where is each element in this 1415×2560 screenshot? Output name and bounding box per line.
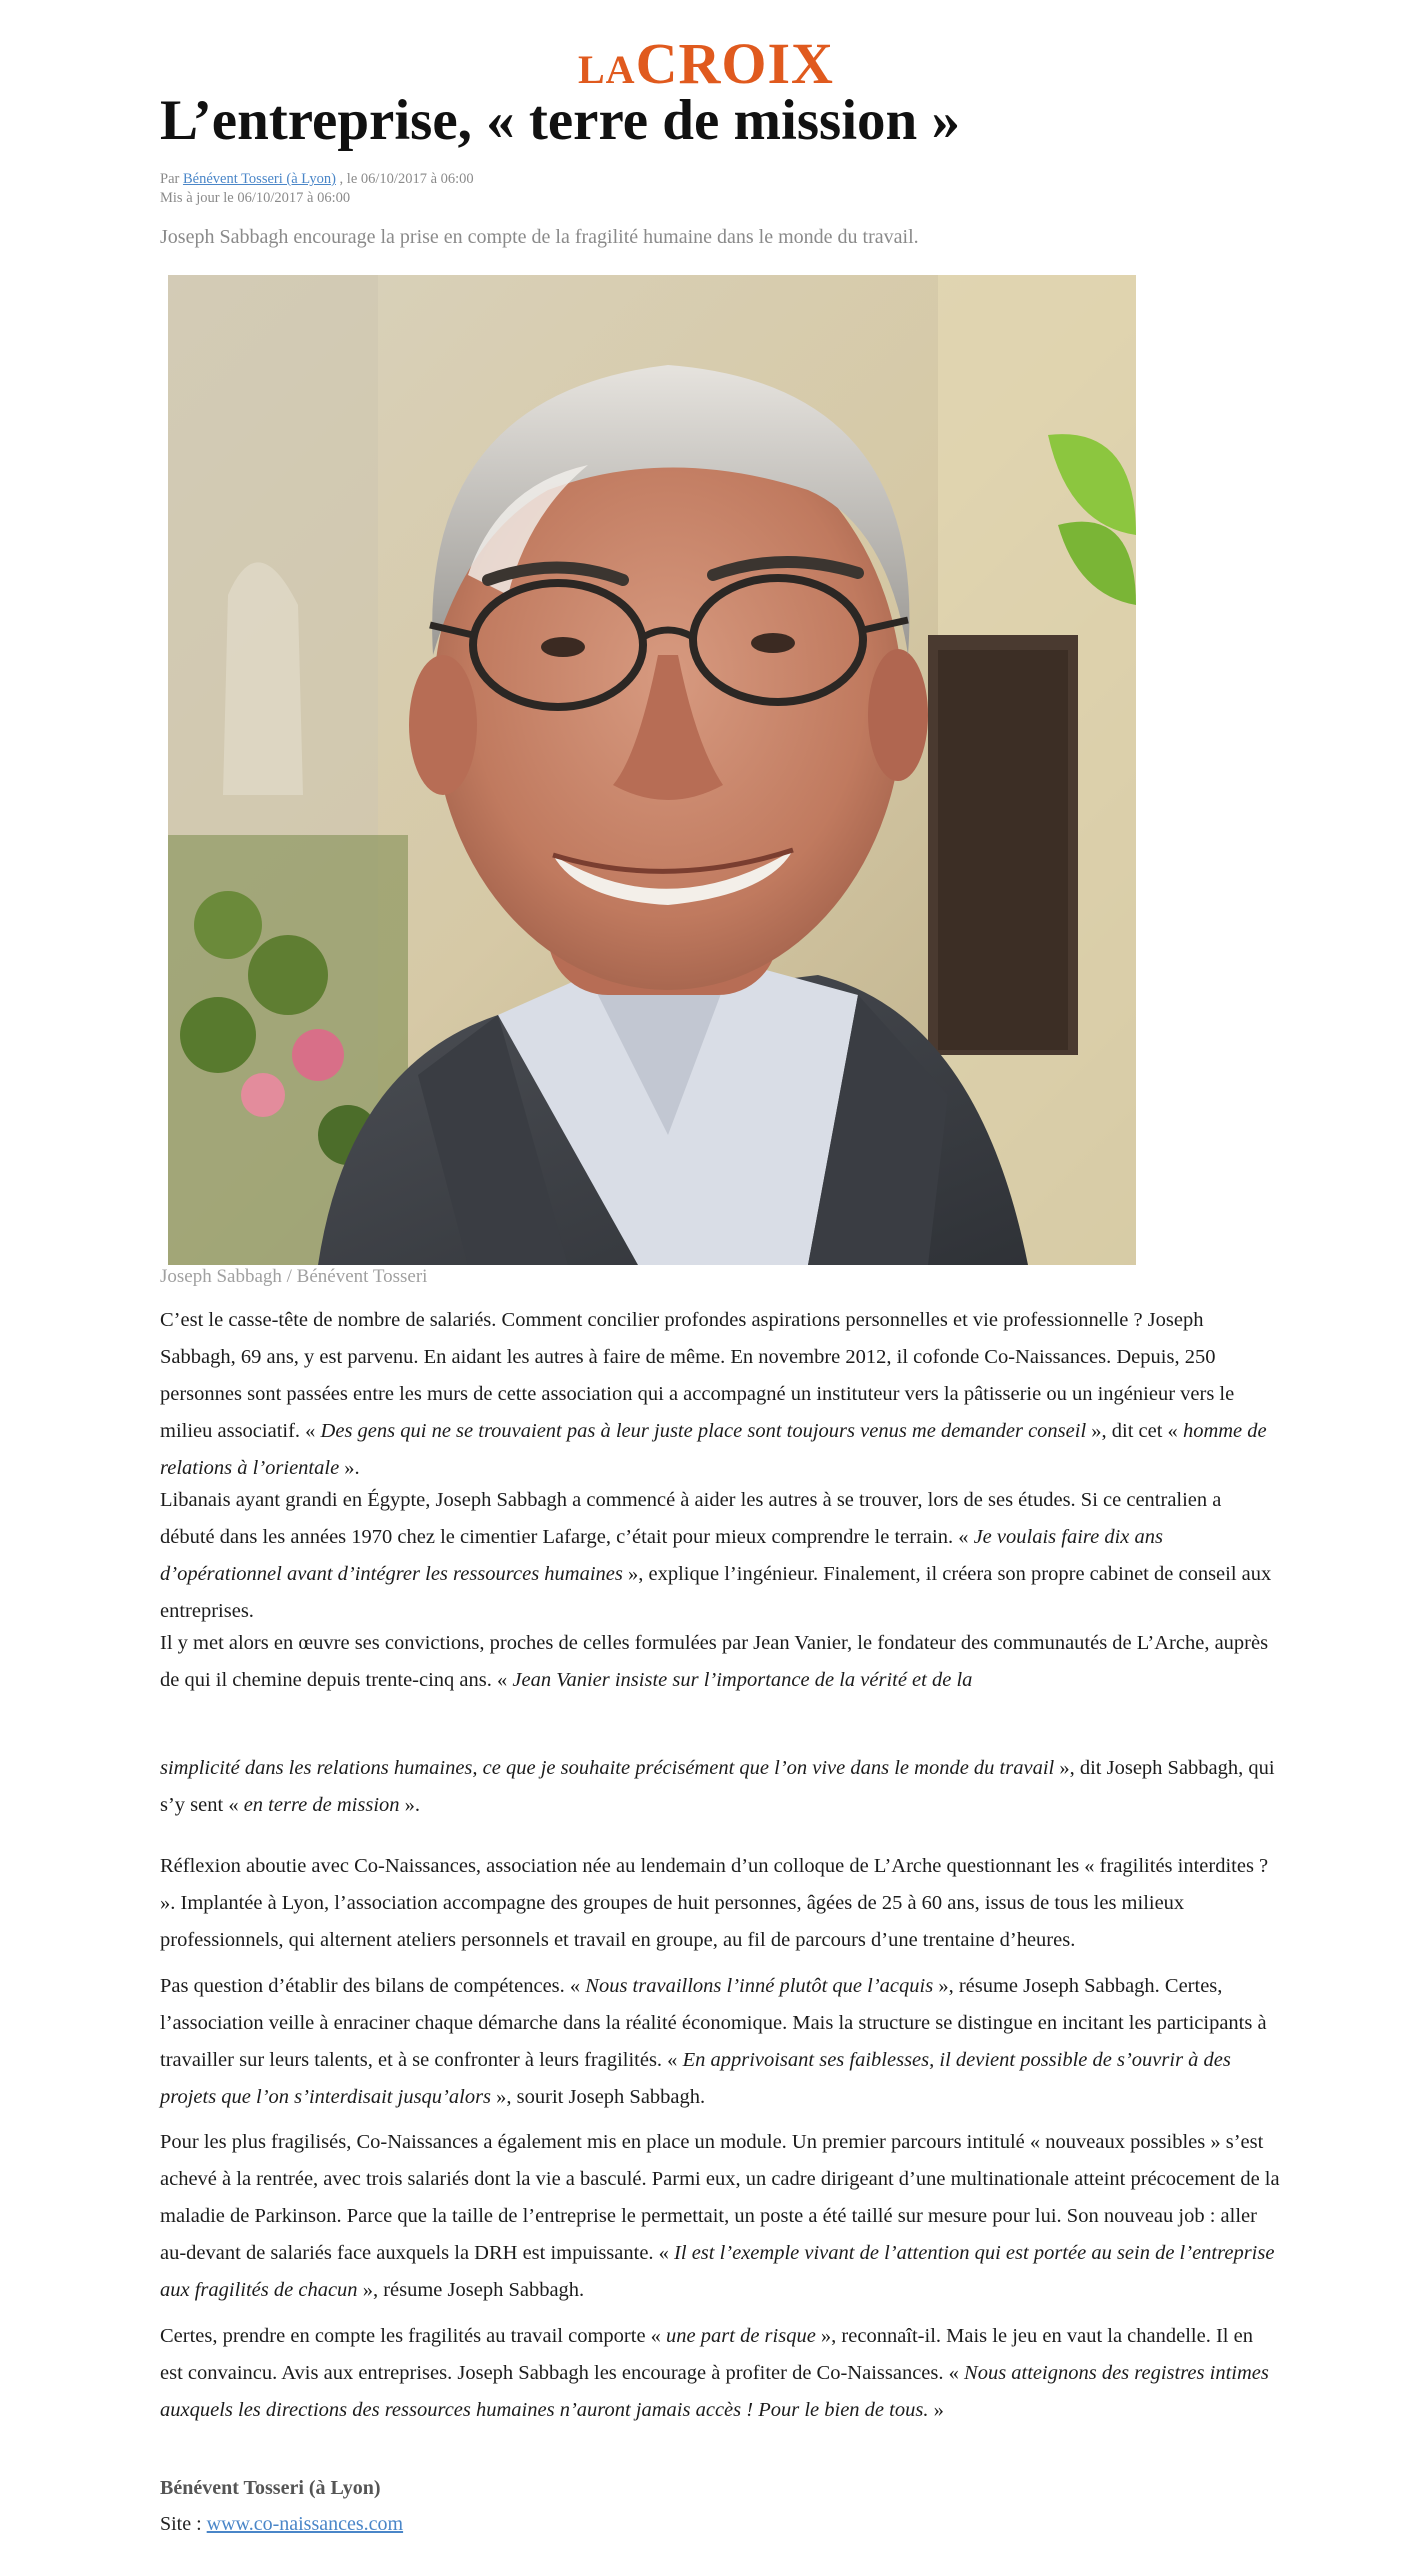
portrait-illustration [168, 275, 1136, 1265]
quote-segment: en terre de mission [243, 1794, 400, 1816]
quote-segment: Des gens qui ne se trouvaient pas à leur juste place sont toujours venus me demander conseil [320, 1420, 1087, 1442]
text-segment: », dit cet « [1086, 1420, 1183, 1442]
author-link[interactable]: Bénévent Tosseri (à Lyon) [182, 171, 336, 187]
quote-segment: Jean Vanier insiste sur l’importance de la vérité et de la [512, 1669, 973, 1691]
text-segment: », dit Joseph Sabbagh, qui s’y sent « [160, 1757, 1275, 1816]
text-segment: Certes, prendre en compte les fragilités au travail comporte « [160, 2325, 667, 2347]
text-segment: ». [399, 1794, 421, 1816]
text-segment: » [928, 2399, 944, 2421]
text-segment: Réflexion aboutie avec Co-Naissances, association née au lendemain d’un colloque de L’Arche questionnant les « fragilités interdites ? ». Implantée à Lyon, l’association accompagne des groupes de huit personnes, âgées de 25 à 60 ans, issus de tous les milieux professionnels, qui alternent ateliers personnels et travail en groupe, au fil de parcours d’une trentaine d’heures. [160, 1855, 1269, 1951]
paragraph-text [160, 2124, 1280, 2309]
article-photo [168, 275, 1136, 1265]
article-paragraph [160, 1848, 1280, 1959]
quote-segment: Je voulais faire dix ans d’opérationnel avant d’intégrer les ressources humaines [160, 1526, 1163, 1585]
paragraph-text [160, 1302, 1280, 1487]
article-paragraph [160, 1302, 1280, 1487]
site-link[interactable]: www.co-naissances.com [206, 2513, 404, 2535]
text-segment: », reconnaît-il. Mais le jeu en vaut la chandelle. Il en est convaincu. Avis aux entreprises. Joseph Sabbagh les encourage à profiter de Co-Naissances. « [160, 2325, 1253, 2384]
text-segment: ». [339, 1457, 360, 1479]
text-segment: Pas question d’établir des bilans de compétences. « [160, 1975, 586, 1997]
text-segment: », sourit Joseph Sabbagh. [491, 2086, 706, 2108]
text-segment: », résume Joseph Sabbagh. [357, 2279, 585, 2301]
text-segment: Il y met alors en œuvre ses convictions, proches de celles formulées par Jean Vanier, le fondateur des communautés de L’Arche, auprès de qui il chemine depuis trente-cinq ans. « [160, 1632, 1269, 1691]
photo-caption: Joseph Sabbagh / Bénévent Tosseri [160, 1266, 428, 1287]
paragraph-text [160, 1750, 1280, 1824]
article-paragraph [160, 1482, 1280, 1630]
logo-la: LA [578, 47, 636, 92]
text-segment: C’est le casse-tête de nombre de salariés. Comment concilier profondes aspirations personnelles et vie professionnelle ? Joseph Sabbagh, 69 ans, y est parvenu. En aidant les autres à faire de même. En novembre 2012, il cofonde Co-Naissances. Depuis, 250 personnes sont passées entre les murs de cette association qui a accompagné un instituteur vers la pâtisserie ou un ingénieur vers le milieu associatif. « [160, 1309, 1235, 1442]
article-paragraph [160, 2124, 1280, 2309]
site-line [160, 2513, 403, 2536]
quote-segment: simplicité dans les relations humaines, ce que je souhaite précisément que l’on vive dans le monde du travail [160, 1757, 1055, 1779]
article-lede: Joseph Sabbagh encourage la prise en compte de la fragilité humaine dans le monde du travail. [160, 226, 919, 248]
article-paragraph [160, 1968, 1280, 2116]
la-croix-logo[interactable] [578, 30, 858, 96]
quote-segment: En apprivoisant ses faiblesses, il devient possible de s’ouvrir à des projets que l’on s’interdisait jusqu’alors [160, 2049, 1231, 2108]
article-paragraph [160, 2318, 1280, 2429]
quote-segment: une part de risque [666, 2325, 816, 2347]
paragraph-text [160, 2318, 1280, 2429]
article-paragraph [160, 1750, 1280, 1824]
text-segment: », explique l’ingénieur. Finalement, il créera son propre cabinet de conseil aux entreprises. [160, 1563, 1272, 1622]
byline-prefix: Par [160, 171, 183, 187]
updated-date: Mis à jour le 06/10/2017 à 06:00 [160, 190, 351, 206]
quote-segment: homme de relations à l’orientale [160, 1420, 1267, 1479]
paragraph-text [160, 1968, 1280, 2116]
article-title: L’entreprise, « terre de mission » [160, 89, 961, 152]
byline-date: , le 06/10/2017 à 06:00 [335, 171, 474, 187]
article-paragraph [160, 1625, 1280, 1699]
text-segment: Pour les plus fragilisés, Co-Naissances a également mis en place un module. Un premier parcours intitulé « nouveaux possibles » s’est achevé à la rentrée, avec trois salariés dont la vie a basculé. Parmi eux, un cadre dirigeant d’une multinationale atteint précocement de la maladie de Parkinson. Parce que la taille de l’entreprise le permettait, un poste a été taillé sur mesure pour lui. Son nouveau job : aller au-devant de salariés face auxquels la DRH est impuissante. « [160, 2131, 1280, 2264]
paragraph-text [160, 1848, 1280, 1959]
logo-croix: CROIX [635, 31, 834, 96]
author-signature: Bénévent Tosseri (à Lyon) [160, 2477, 381, 2499]
quote-segment: Nous travaillons l’inné plutôt que l’acquis [585, 1975, 934, 1997]
paragraph-text [160, 1625, 1280, 1699]
text-segment: », résume Joseph Sabbagh. Certes, l’association veille à enraciner chaque démarche dans la réalité économique. Mais la structure se distingue en incitant les participants à travailler sur leurs talents, et à se confronter à leurs fragilités. « [160, 1975, 1267, 2071]
site-label: Site : [160, 2513, 207, 2535]
text-segment: Libanais ayant grandi en Égypte, Joseph Sabbagh a commencé à aider les autres à se trouver, lors de ses études. Si ce centralien a débuté dans les années 1970 chez le cimentier Lafarge, c’était pour mieux comprendre le terrain. « [160, 1489, 1222, 1548]
quote-segment: Il est l’exemple vivant de l’attention qui est portée au sein de l’entreprise aux fragilités de chacun [160, 2242, 1275, 2301]
quote-segment: Nous atteignons des registres intimes auxquels les directions des ressources humaines n’auront jamais accès ! Pour le bien de tous. [160, 2362, 1269, 2421]
paragraph-text [160, 1482, 1280, 1630]
byline [160, 170, 474, 208]
